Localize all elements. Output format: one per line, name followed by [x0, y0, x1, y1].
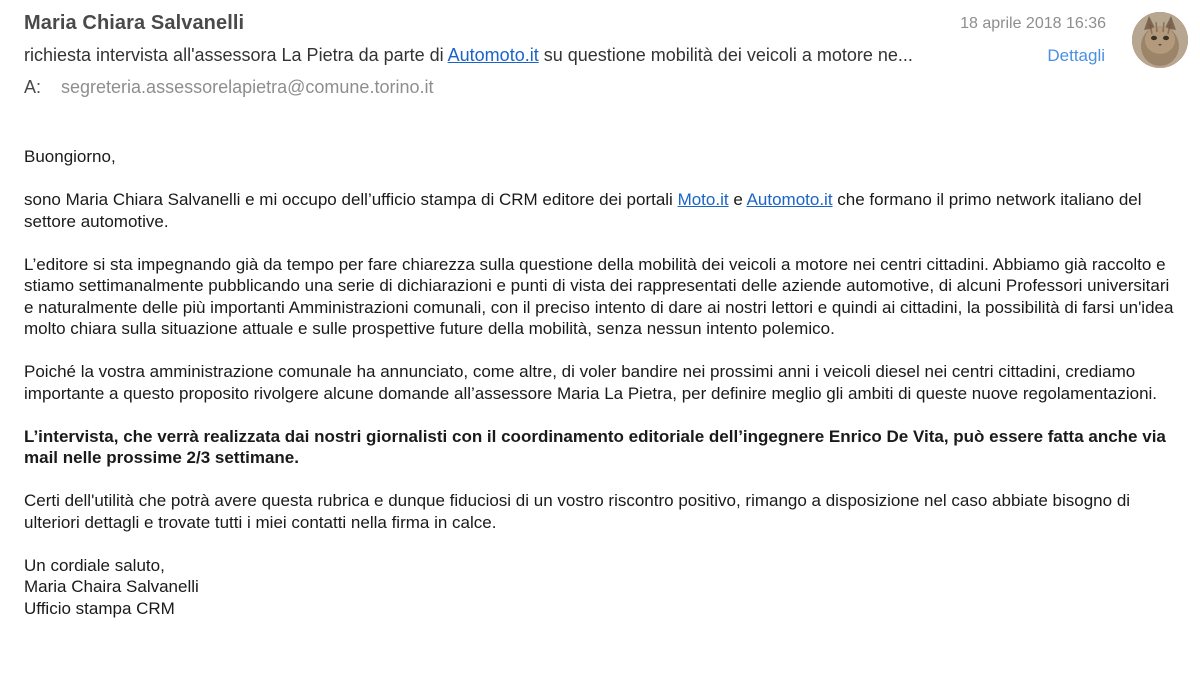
sender-name[interactable]: Maria Chiara Salvanelli: [24, 12, 245, 34]
paragraph-editor: L’editore si sta impegnando già da tempo per fare chiarezza sulla questione della mobilità dei veicoli a motore nei centri cittadini. Abbiamo già raccolto e stiamo settimanalmente pubblicando una serie di dichiarazioni e punti di vista dei rappresentati delle aziende automotive, di alcuni Professori universitari e naturalmente delle più importanti Amministrazioni comunali, con il preciso intento di dare ai nostri lettori e quindi ai cittadini, la possibilità di farsi un'idea molto chiara sulla situazione attuale e sulle prospettive future della mobilità, senza nessun intento polemico.: [24, 254, 1174, 338]
subject-automoto-link[interactable]: Automoto.it: [447, 45, 539, 65]
intro-text-before: sono Maria Chiara Salvanelli e mi occupo dell’ufficio stampa di CRM editore dei portali: [24, 190, 678, 209]
paragraph-intro: [24, 189, 1174, 232]
subject-text-before: richiesta intervista all'assessora La Pietra da parte di: [24, 45, 448, 65]
closing-salutation: Un cordiale saluto,: [24, 555, 165, 575]
intro-text-after: che formano il primo network italiano del settore automotive.: [24, 190, 1142, 231]
details-button[interactable]: Dettagli: [1047, 46, 1105, 65]
message-body: [24, 146, 1174, 641]
automoto-link[interactable]: Automoto.it: [746, 190, 833, 209]
to-label: A:: [24, 77, 42, 97]
cat-photo-icon: [1132, 12, 1188, 68]
message-header: [0, 0, 1200, 120]
intro-text-mid: e: [728, 190, 747, 209]
greeting: Buongiorno,: [24, 147, 116, 166]
recipient-row: [24, 77, 433, 98]
subject-line: [24, 45, 1014, 66]
signature-office: Ufficio stampa CRM: [24, 598, 175, 618]
moto-link[interactable]: Moto.it: [677, 190, 729, 209]
paragraph-interview: L’intervista, che verrà realizzata dai nostri giornalisti con il coordinamento editoriale dell’ingegnere Enrico De Vita, può essere fatta anche via mail nelle prossime 2/3 settimane.: [24, 426, 1166, 467]
recipient-address[interactable]: segreteria.assessorelapietra@comune.torino.it: [61, 77, 434, 97]
signature-name: Maria Chaira Salvanelli: [24, 577, 199, 596]
sender-avatar[interactable]: [1132, 12, 1188, 68]
signature-block: [24, 555, 1174, 620]
paragraph-administration: Poiché la vostra amministrazione comunale ha annunciato, come altre, di voler bandire nei prossimi anni i veicoli diesel nei centri cittadini, crediamo importante a questo proposito rivolgere alcune domande all’assessore Maria La Pietra, per definire meglio gli ambiti di queste nuove regolamentazioni.: [24, 362, 1158, 403]
paragraph-closing-request: Certi dell'utilità che potrà avere questa rubrica e dunque fiduciosi di un vostro riscontro positivo, rimango a disposizione nel caso abbiate bisogno di ulteriori dettagli e trovate tutti i miei contatti nella firma in calce.: [24, 491, 1131, 532]
subject-text-after: su questione mobilità dei veicoli a motore ne...: [538, 45, 913, 65]
message-date: 18 aprile 2018 16:36: [960, 15, 1106, 32]
